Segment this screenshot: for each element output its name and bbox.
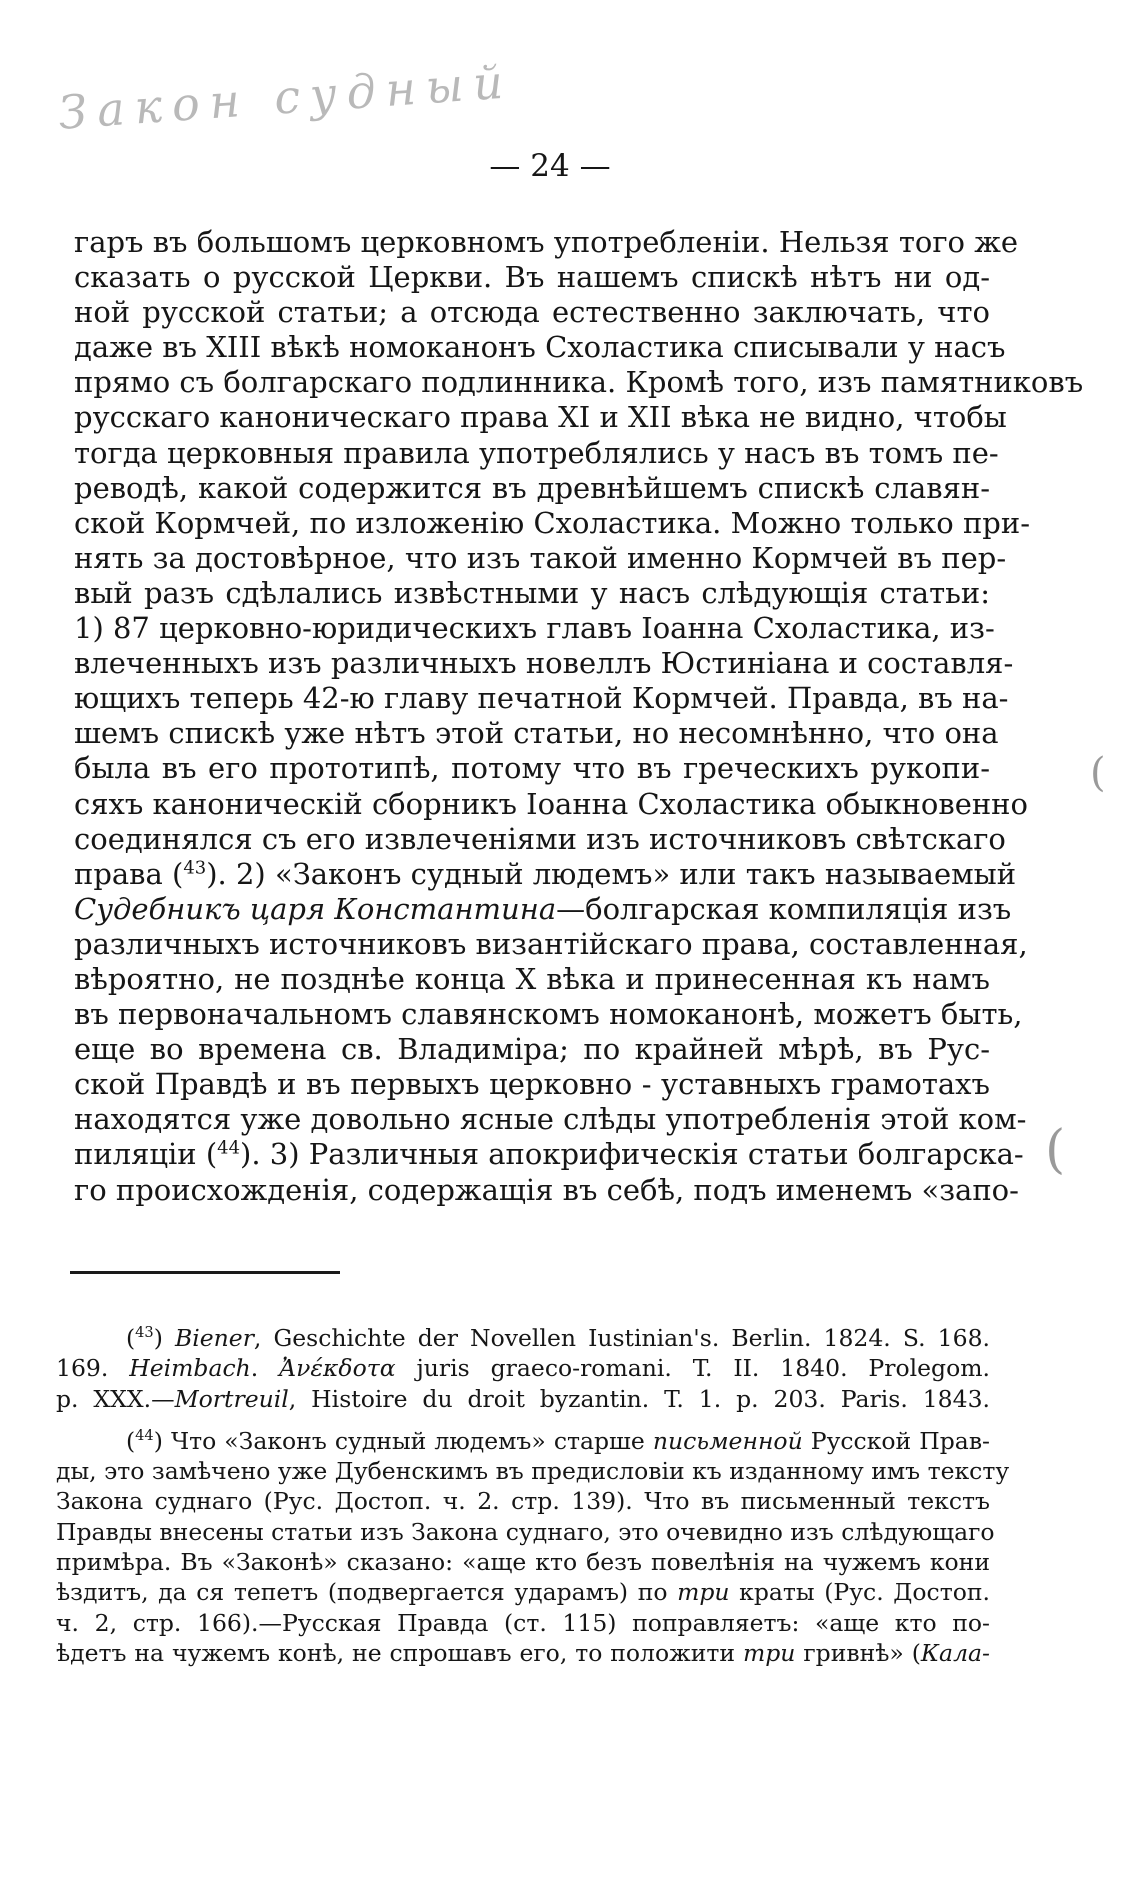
- footnote-ref-44[interactable]: 44: [217, 1137, 241, 1159]
- text-run: права (: [74, 856, 184, 891]
- body-line: прямо съ болгарскаго подлинника. Кромѣ того, изъ памятниковъ: [74, 365, 1084, 400]
- footnote-43-line: ($^{43}$) Biener, Geschichte der Novellen Iustinian's. Berlin. 1824. S. 168.: [126, 1324, 990, 1352]
- body-line: нять за достовѣрное, что изъ такой именно Кормчей въ пер-: [74, 540, 1007, 575]
- italic-title: Судебникъ царя Константина: [74, 891, 557, 926]
- author-name: Heimbach: [129, 1354, 251, 1383]
- text-run: , Geschichte der Novellen Iustinian's. Berlin. 1824. S. 168.: [253, 1324, 990, 1352]
- body-line: ющихъ теперь 42-ю главу печатной Кормчей. Правда, въ на-: [74, 681, 1009, 716]
- body-line: 1) 87 церковно-юридическихъ главъ Іоанна Схоластика, из-: [74, 611, 995, 646]
- main-text: [74, 225, 1084, 1208]
- body-line: ской Правдѣ и въ первыхъ церковно - уставныхъ грамотахъ: [74, 1067, 990, 1102]
- body-line-with-footnote-ref: [74, 1137, 1024, 1172]
- body-line: русскаго каноническаго права XI и XII вѣка не видно, чтобы: [74, 400, 1007, 435]
- italic-word: Кала-: [920, 1638, 990, 1667]
- handwritten-note: Закон судный: [56, 54, 515, 140]
- body-line: вѣроятно, не позднѣе конца X вѣка и принесенная къ намъ: [74, 961, 990, 996]
- text-run: , Histoire du droit byzantin. T. 1. p. 203. Paris. 1843.: [288, 1384, 990, 1413]
- margin-pencil-mark: (: [1090, 750, 1106, 796]
- body-line: реводѣ, какой содержится въ древнѣйшемъ спискѣ славян-: [74, 470, 990, 505]
- body-line: [74, 891, 1012, 927]
- footnotes: [56, 1323, 1010, 1668]
- page-number: — 24 —: [489, 148, 611, 184]
- margin-pencil-mark: (: [1045, 1120, 1066, 1180]
- body-line: даже въ XIII вѣкѣ номоканонъ Схоластика списывали у насъ: [74, 330, 1006, 365]
- text-run: ). 3) Различныя апокрифическія статьи болгарска-: [240, 1137, 1024, 1172]
- body-line: вый разъ сдѣлались извѣстными у насъ слѣдующія статьи:: [74, 575, 990, 610]
- footnote-43-line: [56, 1384, 990, 1414]
- text-run: краты (Рус. Достоп.: [729, 1578, 990, 1607]
- body-line-with-footnote-ref: [74, 856, 1017, 892]
- body-line: въ первоначальномъ славянскомъ номоканонѣ, можетъ быть,: [74, 997, 1023, 1032]
- author-name: Mortreuil: [174, 1384, 289, 1413]
- body-line: сказать о русской Церкви. Въ нашемъ спискѣ нѣтъ ни од-: [74, 260, 990, 295]
- body-line: тогда церковныя правила употреблялись у насъ въ томъ пе-: [74, 435, 999, 470]
- text-run: ѣздитъ, да ся тепетъ (подвергается ударамъ) по: [56, 1578, 678, 1607]
- greek-title: Ἀνέκδοτα: [279, 1354, 396, 1383]
- footnote-marker-43: 43: [135, 1324, 154, 1342]
- body-line: сяхъ каноническій сборникъ Іоанна Схоластика обыкновенно: [74, 786, 1028, 821]
- body-line: ской Кормчей, по изложенію Схоластика. Можно только при-: [74, 505, 1030, 540]
- footnote-44-line: Закона суднаго (Рус. Достоп. ч. 2. стр. 139). Что въ письменный текстъ: [56, 1487, 990, 1516]
- italic-word: письменной: [652, 1426, 803, 1455]
- footnote-44-line: ч. 2, стр. 166).—Русская Правда (ст. 115) поправляетъ: «аще кто по-: [56, 1608, 990, 1637]
- body-line: гаръ въ большомъ церковномъ употребленіи. Нельзя того же: [74, 225, 1019, 259]
- footnote-44-line: ды, это замѣчено уже Дубенскимъ въ предисловіи къ изданному имъ тексту: [56, 1457, 1010, 1486]
- italic-word: три: [677, 1578, 730, 1607]
- footnote-marker-44: 44: [135, 1427, 154, 1445]
- body-line: влеченныхъ изъ различныхъ новеллъ Юстиніана и составля-: [74, 646, 1014, 681]
- body-line: соединялся съ его извлеченіями изъ источниковъ свѣтскаго: [74, 821, 1006, 856]
- body-line: находятся уже довольно ясные слѣды употребленія этой ком-: [74, 1102, 1027, 1137]
- text-run: ѣдетъ на чужемъ конѣ, не спрошавъ его, то положити: [56, 1638, 743, 1667]
- footnote-44-line: ($^{44}$) Что «Законъ судный людемъ» старше письменной Русской Прав-: [126, 1426, 990, 1455]
- text-run: гривнѣ» (: [795, 1638, 921, 1667]
- italic-word: три: [742, 1638, 796, 1667]
- text-run: p. XXX.—: [56, 1384, 175, 1413]
- body-line: го происхожденія, содержащія въ себѣ, подъ именемъ «запо-: [74, 1172, 1019, 1207]
- footnote-44-line: примѣра. Въ «Законѣ» сказано: «аще кто безъ повелѣнія на чужемъ кони: [56, 1548, 990, 1577]
- footnote-44-line: [56, 1577, 990, 1607]
- text-run: 169.: [56, 1354, 109, 1383]
- body-line: различныхъ источниковъ византійскаго права, составленная,: [74, 926, 1028, 961]
- body-line: ной русской статьи; а отсюда естественно заключать, что: [74, 295, 990, 330]
- text-run: пиляціи (: [74, 1137, 218, 1172]
- footnote-43-line: 169. Heimbach. Ἀνέκδοτα juris graeco-romani. T. II. 1840. Prolegom.: [56, 1354, 990, 1383]
- body-line: шемъ спискѣ уже нѣтъ этой статьи, но несомнѣнно, что она: [74, 716, 999, 751]
- text-run: ). 2) «Законъ судный людемъ» или такъ называемый: [206, 856, 1017, 891]
- footnote-44-line: Правды внесены статьи изъ Закона суднаго, это очевидно изъ слѣдующаго: [56, 1517, 995, 1546]
- author-name: Biener: [174, 1324, 254, 1352]
- text-run: Русской Прав-: [802, 1426, 990, 1455]
- body-line: была въ его прототипѣ, потому что въ греческихъ рукопи-: [74, 751, 990, 786]
- footnote-divider: [70, 1271, 340, 1274]
- footnote-44-line: [56, 1638, 990, 1668]
- text-run: Что «Законъ судный людемъ» старше: [170, 1426, 653, 1455]
- text-run: juris graeco-romani. T. II. 1840. Prolegom.: [395, 1354, 990, 1383]
- body-line: еще во времена св. Владиміра; по крайней мѣрѣ, въ Рус-: [74, 1032, 990, 1067]
- footnote-ref-43[interactable]: 43: [183, 857, 207, 879]
- text-run: —болгарская компиляція изъ: [556, 891, 1012, 926]
